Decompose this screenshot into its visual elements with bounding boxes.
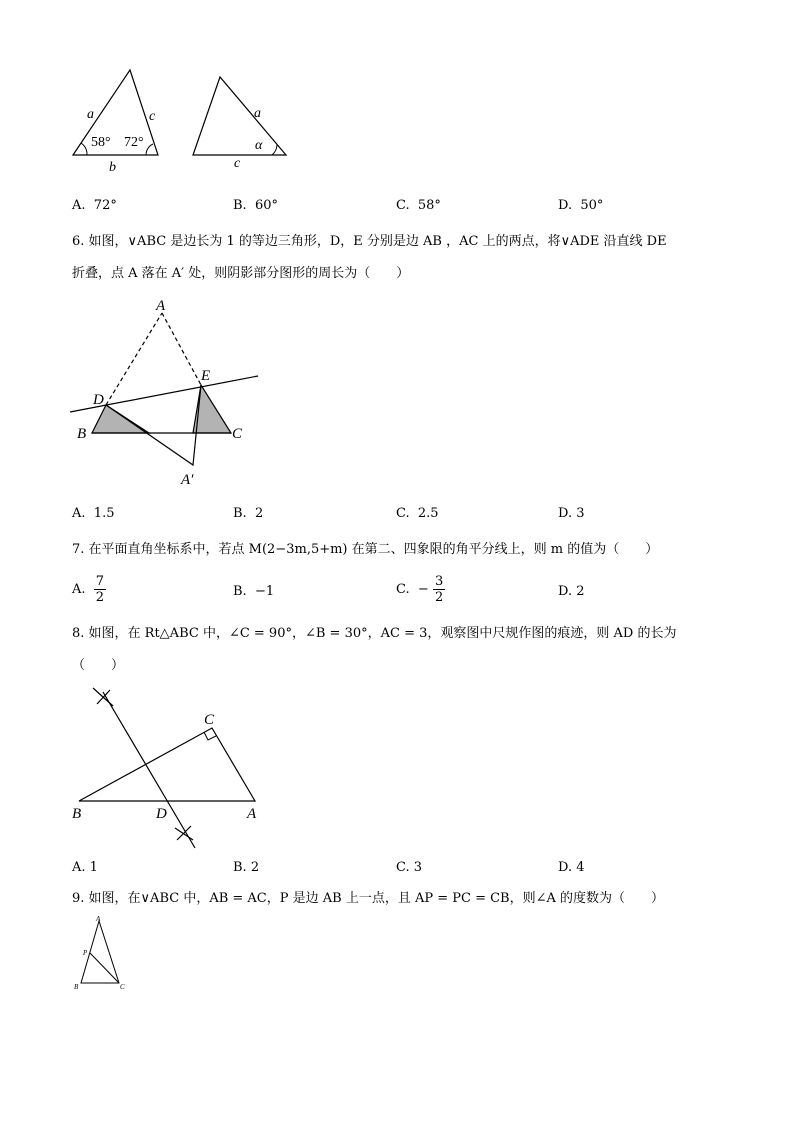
q5-option-a[interactable] xyxy=(72,198,117,213)
option-text: 3 xyxy=(413,860,423,875)
option-letter: B. xyxy=(233,584,247,599)
option-text: 2 xyxy=(250,860,260,875)
right-label-a: a xyxy=(254,106,261,121)
left-angle-58: 58° xyxy=(91,135,111,150)
left-label-c: c xyxy=(149,109,156,124)
option-text: 72° xyxy=(93,198,117,213)
q7-option-d[interactable] xyxy=(558,584,585,599)
label-b: B xyxy=(74,983,79,991)
option-text: 3 xyxy=(576,506,585,521)
option-text: 2.5 xyxy=(417,506,439,521)
numerator: 7 xyxy=(95,574,105,589)
label-c: C xyxy=(204,712,215,728)
option-letter: A. xyxy=(72,860,86,875)
dashed-ad xyxy=(106,313,162,405)
q6-stem-line2: 折叠，点 A 落在 A′ 处，则阴影部分图形的周长为（ ） xyxy=(72,266,410,281)
right-angle-arc xyxy=(272,145,277,155)
label-p: P xyxy=(83,949,88,957)
q9-figure xyxy=(70,915,132,993)
denominator: 2 xyxy=(95,590,105,605)
option-text: 1.5 xyxy=(93,506,115,521)
label-a-prime: A′ xyxy=(181,472,194,488)
minus-sign: − xyxy=(417,582,429,597)
q9-stem: 9. 如图，在∨ABC 中，AB = AC，P 是边 AB 上一点，且 AP = PC = CB，则∠A 的度数为（ ） xyxy=(72,891,665,906)
left-label-a: a xyxy=(87,107,94,122)
right-label-alpha: α xyxy=(255,138,263,153)
left-triangle xyxy=(73,70,158,155)
q7-option-a[interactable] xyxy=(72,574,106,605)
left-label-b: b xyxy=(109,160,116,175)
q5-option-d[interactable] xyxy=(558,198,603,213)
right-angle-marker xyxy=(204,732,216,740)
fraction xyxy=(433,574,445,605)
option-letter: B. xyxy=(233,198,247,213)
perpendicular-bisector xyxy=(103,692,195,848)
option-text: 4 xyxy=(576,860,585,875)
q8-option-a[interactable] xyxy=(72,860,98,875)
label-e: E xyxy=(201,368,211,384)
q7-option-b[interactable] xyxy=(233,584,274,599)
numerator: 3 xyxy=(434,574,444,589)
right-triangle xyxy=(193,77,286,155)
option-letter: C. xyxy=(396,582,410,597)
left-angle-arc-b xyxy=(81,143,87,155)
label-c: C xyxy=(232,426,243,442)
option-letter: B. xyxy=(233,506,247,521)
option-text: 2 xyxy=(576,584,585,599)
option-text: 60° xyxy=(254,198,278,213)
option-text: 58° xyxy=(417,198,441,213)
right-triangle-abc xyxy=(79,728,255,801)
option-text: 50° xyxy=(580,198,604,213)
fraction xyxy=(94,574,106,605)
option-letter: C. xyxy=(396,860,410,875)
option-letter: D. xyxy=(558,860,573,875)
option-text: 1 xyxy=(89,860,98,875)
option-text: −1 xyxy=(254,584,275,599)
label-a: A xyxy=(156,298,166,314)
option-letter: D. xyxy=(558,584,573,599)
q7-stem: 7. 在平面直角坐标系中，若点 M(2−3m,5+m) 在第二、四象限的角平分线上，则 m 的值为（ ） xyxy=(72,542,659,557)
q8-option-b[interactable] xyxy=(233,860,259,875)
q8-stem-line1: 8. 如图，在 Rt△ABC 中，∠C = 90°，∠B = 30°，AC = 3，观察图中尺规作图的痕迹，则 AD 的长为 xyxy=(72,626,677,641)
q8-stem-line2: （ ） xyxy=(72,658,125,673)
label-d: D xyxy=(156,806,167,822)
left-angle-72: 72° xyxy=(124,135,144,150)
label-a: A xyxy=(247,806,257,822)
q5-option-c[interactable] xyxy=(396,198,441,213)
q6-option-d[interactable] xyxy=(558,506,585,521)
label-b: B xyxy=(72,806,82,822)
q5-option-b[interactable] xyxy=(233,198,278,213)
option-letter: A. xyxy=(72,582,86,597)
option-letter: B. xyxy=(233,860,247,875)
q6-option-b[interactable] xyxy=(233,506,263,521)
denominator: 2 xyxy=(434,590,444,605)
option-letter: D. xyxy=(558,198,573,213)
option-text: 2 xyxy=(254,506,264,521)
q8-option-d[interactable] xyxy=(558,860,585,875)
q7-option-c[interactable] xyxy=(396,574,445,605)
label-d: D xyxy=(93,392,104,408)
arc-mark-bottom xyxy=(175,826,193,840)
label-c: C xyxy=(120,983,125,991)
q6-option-c[interactable] xyxy=(396,506,439,521)
label-b: B xyxy=(77,426,87,442)
label-a: A xyxy=(96,915,101,923)
q6-option-a[interactable] xyxy=(72,506,114,521)
q8-option-c[interactable] xyxy=(396,860,422,875)
option-letter: C. xyxy=(396,198,410,213)
right-label-c: c xyxy=(234,156,241,171)
option-letter: A. xyxy=(72,506,86,521)
dashed-ae xyxy=(162,313,201,385)
arc-mark-top xyxy=(93,688,113,706)
option-letter: C. xyxy=(396,506,410,521)
left-angle-arc-c xyxy=(146,144,153,155)
q6-stem-line1: 6. 如图，∨ABC 是边长为 1 的等边三角形，D，E 分别是边 AB ，AC 上的两点，将∨ADE 沿直线 DE xyxy=(72,234,667,249)
q8-figure xyxy=(60,680,270,855)
q6-figure xyxy=(60,295,275,495)
q5-figure xyxy=(60,60,300,180)
option-letter: A. xyxy=(72,198,86,213)
option-letter: D. xyxy=(558,506,573,521)
